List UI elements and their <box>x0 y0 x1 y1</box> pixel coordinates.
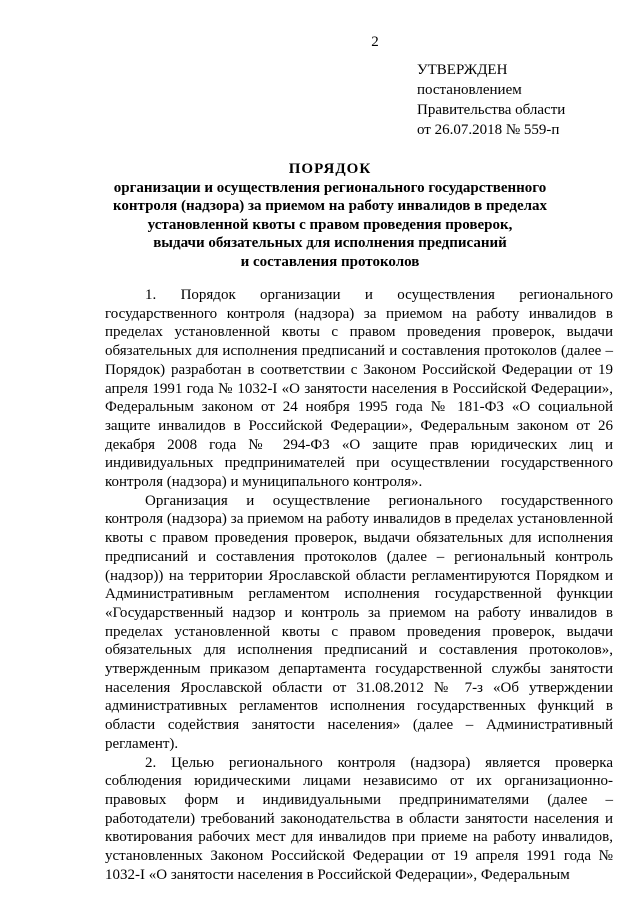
body-paragraph: 2. Целью регионального контроля (надзора) является проверка соблюдения юридическими лицами независимо от их организационно-правовых форм и индивидуальными предпринимателями (далее – работодатели) требований законодательства в области занятости населения и квотирования рабочих мест для инвалидов при приеме на работу инвалидов, установленных Законом Российской Федерации от 19 апреля 1991 года № 1032-I «О занятости населения в Российской Федерации», Федеральным <box>105 754 613 883</box>
document-subtitle-line: установленной квоты с правом проведения проверок, <box>147 216 513 233</box>
approval-date-number: от 26.07.2018 № 559-п <box>417 122 560 138</box>
page-number: 2 <box>371 34 379 50</box>
body-paragraph: 1. Порядок организации и осуществления регионального государственного контроля (надзора) за приемом на работу инвалидов в пределах установленной квоты с правом проведения проверок, выдачи обязательных для исполнения предписаний и составления протоколов (далее – Порядок) разработан в соответствии с Законом Российской Федерации от 19 апреля 1991 года № 1032-I «О занятости населения в Российской Федерации», Федеральным законом от 24 ноября 1995 года № 181-ФЗ «О социальной защите инвалидов в Российской Федерации», Федеральным законом от 26 декабря 2008 года № 294-ФЗ «О защите прав юридических лиц и индивидуальных предпринимателей при осуществлении государственного контроля (надзора) и муниципального контроля». <box>105 287 613 491</box>
document-title: ПОРЯДОК <box>288 161 372 177</box>
document-subtitle-line: выдачи обязательных для исполнения предписаний <box>153 235 507 251</box>
document-subtitle-line: и составления протоколов <box>240 253 420 270</box>
document-subtitle-line: контроля (надзора) за приемом на работу инвалидов в пределах <box>112 198 548 214</box>
approval-stamp-block <box>417 60 565 140</box>
document-title-block <box>110 160 550 271</box>
document-body <box>105 286 613 885</box>
approval-authority: Правительства области <box>417 102 566 118</box>
approval-title: УТВЕРЖДЕН <box>417 62 508 78</box>
body-paragraph: Организация и осуществление регионального государственного контроля (надзора) за приемом на работу инвалидов в пределах установленной квоты с правом проведения проверок, выдачи обязательных для исполнения предписаний и составления протоколов (далее – региональный контроль (надзор)) на территории Ярославской области регламентируются Порядком и Административным регламентом исполнения государственной функции «Государственный надзор и контроль за приемом на работу инвалидов в пределах установленной квоты с правом проведения проверок, выдачи обязательных для исполнения предписаний и составления протоколов», утвержденным приказом департамента государственной службы занятости населения Ярославской области от 31.08.2012 № 7-з «Об утверждении административных регламентов исполнения государственных функций в области содействия занятости населения» (далее – Административный регламент). <box>105 492 613 752</box>
approval-resolution: постановлением <box>417 82 522 98</box>
document-subtitle-line: организации и осуществления регионального государственного <box>113 179 547 196</box>
